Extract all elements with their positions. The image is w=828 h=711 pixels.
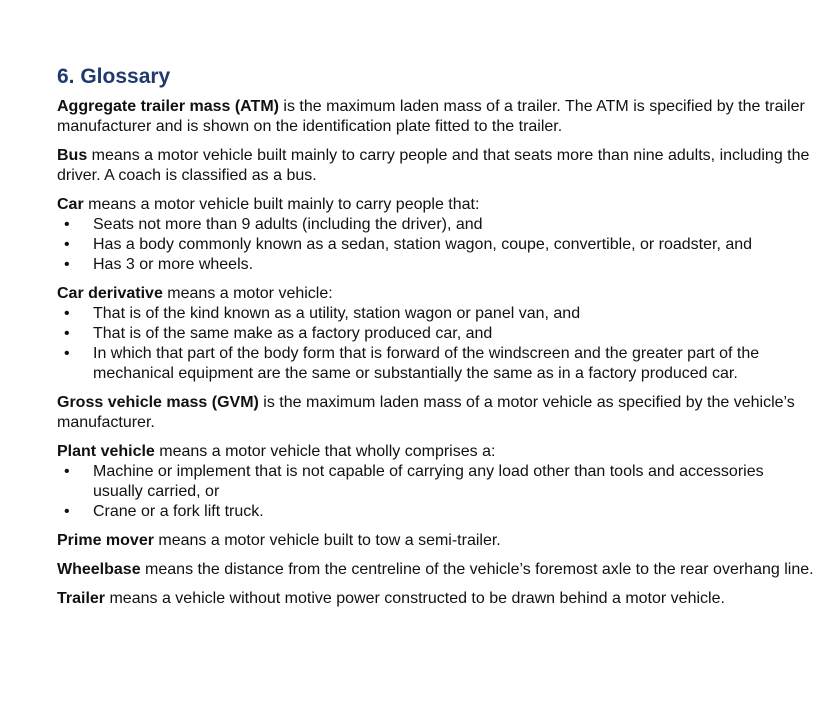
entry-term: Car derivative xyxy=(57,285,163,302)
bullet-item: • Has a body commonly known as a sedan, station wagon, coupe, convertible, or roadster, and xyxy=(57,235,817,255)
entry-term: Gross vehicle mass (GVM) xyxy=(57,394,259,411)
bullet-list xyxy=(57,304,817,384)
bullet-item: • Machine or implement that is not capable of carrying any load other than tools and accessories usually carried, or xyxy=(57,462,817,502)
entry-text xyxy=(57,531,817,551)
entry-definition: means a vehicle without motive power constructed to be drawn behind a motor vehicle. xyxy=(105,590,725,607)
bullet-item: • Seats not more than 9 adults (including the driver), and xyxy=(57,215,817,235)
glossary-entry xyxy=(57,146,817,186)
entry-term: Plant vehicle xyxy=(57,443,155,460)
entry-definition: means the distance from the centreline of the vehicle’s foremost axle to the rear overhang line. xyxy=(140,561,814,578)
section-heading: 6. Glossary xyxy=(57,65,171,88)
glossary-entry xyxy=(57,393,817,433)
entry-text xyxy=(57,560,817,580)
entry-term: Wheelbase xyxy=(57,561,141,578)
entry-definition: means a motor vehicle: xyxy=(162,285,333,302)
entry-text xyxy=(57,97,817,137)
entry-text xyxy=(57,589,817,609)
entry-definition: means a motor vehicle built mainly to carry people that: xyxy=(83,196,480,213)
bullet-item: • That is of the kind known as a utility, station wagon or panel van, and xyxy=(57,304,817,324)
bullet-item: • That is of the same make as a factory produced car, and xyxy=(57,324,817,344)
glossary-entry xyxy=(57,442,817,522)
entry-text xyxy=(57,284,817,304)
entry-term: Bus xyxy=(57,147,88,164)
glossary-entry xyxy=(57,97,817,137)
entry-text xyxy=(57,393,817,433)
glossary-page xyxy=(57,62,817,618)
glossary-entry xyxy=(57,531,817,551)
entry-text xyxy=(57,146,817,186)
entry-definition: means a motor vehicle built to tow a semi-trailer. xyxy=(153,532,501,549)
entry-term: Trailer xyxy=(57,590,106,607)
glossary-entry xyxy=(57,589,817,609)
entry-term: Car xyxy=(57,196,84,213)
entry-term: Aggregate trailer mass (ATM) xyxy=(57,98,279,115)
glossary-entry xyxy=(57,284,817,384)
glossary-entry xyxy=(57,560,817,580)
entry-text xyxy=(57,442,817,462)
glossary-entry xyxy=(57,195,817,275)
entry-definition: means a motor vehicle that wholly comprises a: xyxy=(154,443,496,460)
entry-definition: means a motor vehicle built mainly to carry people and that seats more than nine adults, including the driver. A coach is classified as a bus. xyxy=(57,147,810,184)
bullet-item: • Crane or a fork lift truck. xyxy=(57,502,817,522)
entry-definition: is the maximum laden mass of a motor vehicle as specified by the vehicle’s manufacturer. xyxy=(57,394,795,431)
entry-definition: is the maximum laden mass of a trailer. The ATM is specified by the trailer manufacturer and is shown on the identification plate fitted to the trailer. xyxy=(57,98,805,135)
bullet-list xyxy=(57,215,817,275)
bullet-item: • Has 3 or more wheels. xyxy=(57,255,817,275)
entry-term: Prime mover xyxy=(57,532,154,549)
entry-text xyxy=(57,195,817,215)
bullet-list xyxy=(57,462,817,522)
bullet-item: • In which that part of the body form that is forward of the windscreen and the greater part of the mechanical equipment are the same or substantially the same as in a factory produced car. xyxy=(57,344,817,384)
